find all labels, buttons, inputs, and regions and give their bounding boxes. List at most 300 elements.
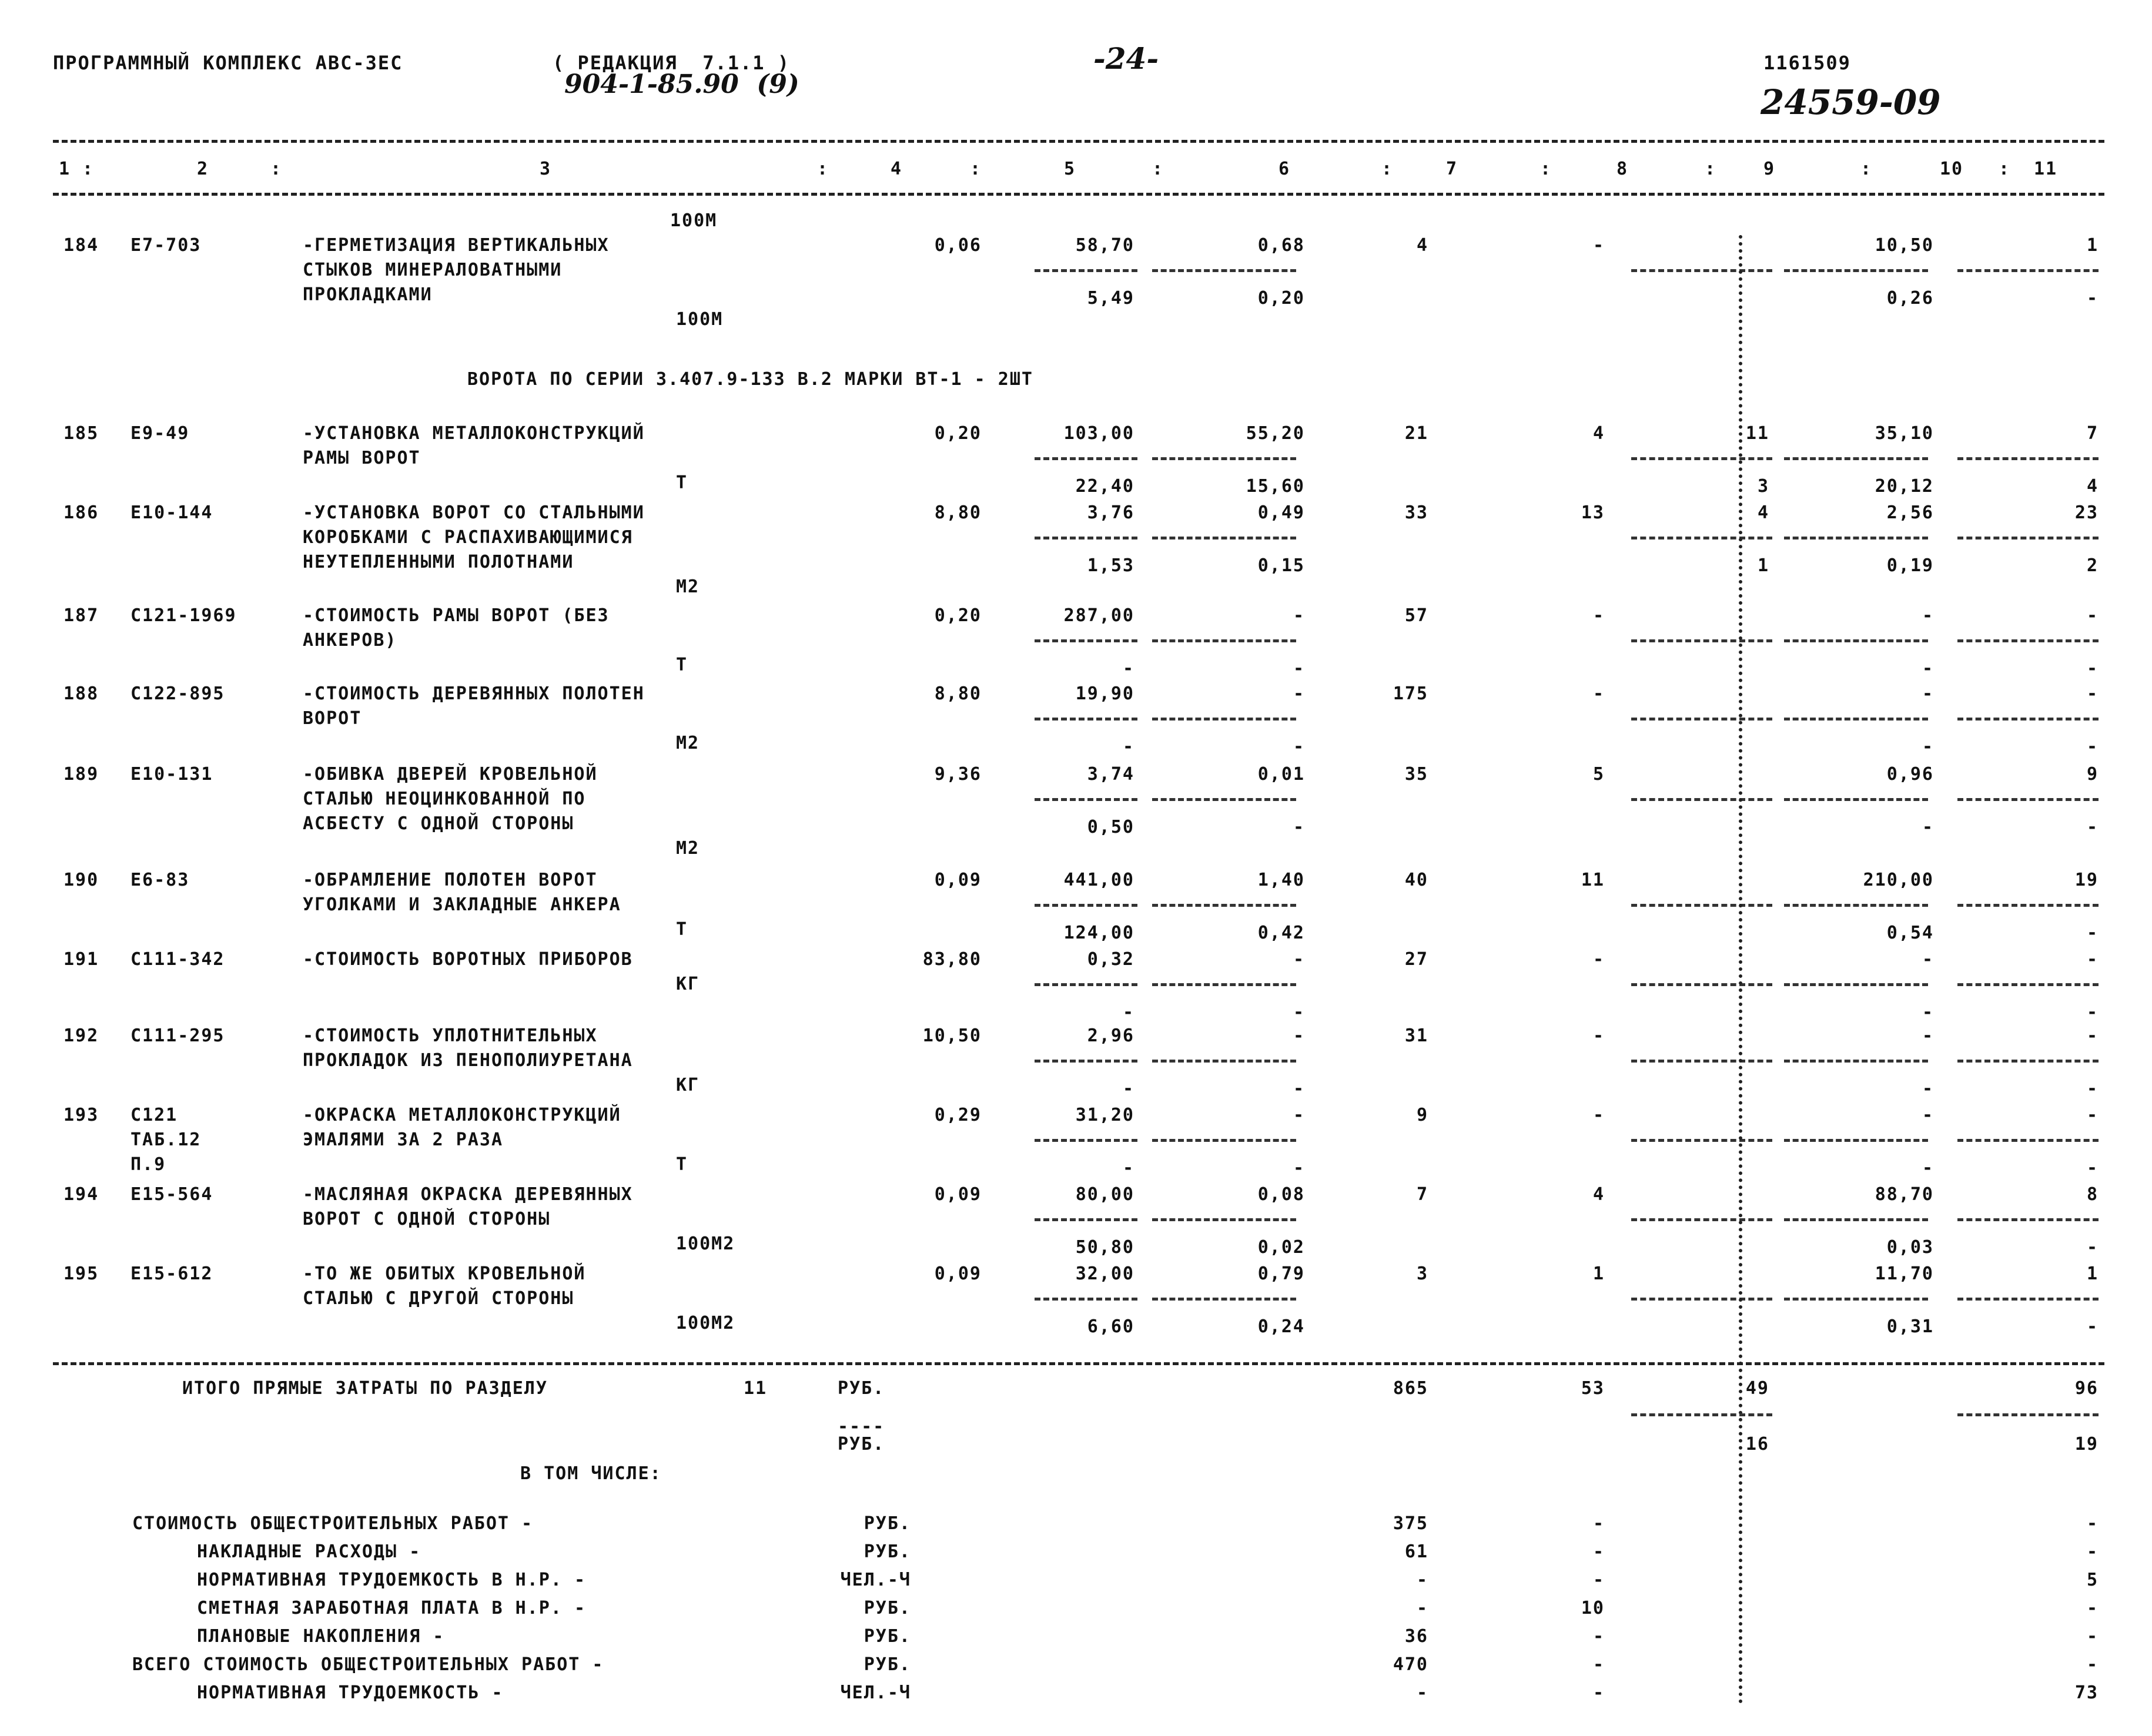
- row-c11b: -: [2086, 736, 2099, 757]
- column-header-2: 2: [197, 159, 209, 179]
- row-unit: КГ: [676, 974, 700, 994]
- row-machine-cost-wage: -: [1293, 1002, 1305, 1023]
- row-unit: Т: [676, 1154, 688, 1175]
- row-description-line: РАМЫ ВОРОТ: [303, 448, 421, 468]
- row-total-wage: -: [1592, 1105, 1605, 1125]
- row-machine-cost: 0,49: [1257, 502, 1305, 523]
- row-unit-cost: 0,32: [1087, 949, 1134, 970]
- row-c10: -: [1922, 683, 1934, 704]
- program-title: ПРОГРАММНЫЙ КОМПЛЕКС АВС-3ЕС: [53, 52, 403, 74]
- row-total-cost: 35: [1404, 764, 1428, 785]
- row-c5-sep: [1035, 798, 1137, 801]
- row-machine-cost: 0,68: [1257, 235, 1305, 256]
- row-c5-sep: [1035, 718, 1137, 720]
- row-quantity: 8,80: [934, 683, 982, 704]
- row-machine-cost: 55,20: [1246, 423, 1305, 444]
- summary-c8: -: [1592, 1626, 1605, 1647]
- row-c9-sep: [1631, 798, 1772, 801]
- summary-c11: -: [2086, 1598, 2099, 1618]
- row-c10b: 0,31: [1886, 1316, 1934, 1337]
- row-c9-sep: [1631, 1298, 1772, 1301]
- summary-c11: -: [2086, 1541, 2099, 1562]
- summary-unit: ЧЕЛ.-Ч: [840, 1570, 911, 1590]
- summary-c7: 61: [1404, 1541, 1428, 1562]
- row-total-cost: 3: [1416, 1264, 1428, 1284]
- row-c11b: -: [2086, 658, 2099, 679]
- row-total-cost: 4: [1416, 235, 1428, 256]
- row-c10-sep: [1784, 537, 1928, 539]
- row-description-line: -СТОИМОСТЬ ВОРОТНЫХ ПРИБОРОВ: [303, 949, 633, 970]
- row-description-line: НЕУТЕПЛЕННЫМИ ПОЛОТНАМИ: [303, 552, 574, 572]
- row-unit-cost-wage: -: [1122, 658, 1134, 679]
- row-c6-sep: [1152, 1218, 1296, 1221]
- row-description-line: -УСТАНОВКА МЕТАЛЛОКОНСТРУКЦИЙ: [303, 423, 645, 444]
- row-unit: М2: [676, 838, 700, 859]
- row-c10-sep: [1784, 1060, 1928, 1063]
- row-code: С121-1969: [130, 605, 237, 626]
- row-quantity: 0,09: [934, 1184, 982, 1205]
- handwritten-code: 904-1-85.90 (9): [564, 69, 799, 99]
- total-c11: 96: [2074, 1378, 2099, 1399]
- summary-c8: -: [1592, 1541, 1605, 1562]
- row-c5-sep: [1035, 1060, 1137, 1063]
- row-unit: КГ: [676, 1075, 700, 1095]
- row-unit-cost-wage: 124,00: [1063, 923, 1134, 943]
- row-unit-cost: 31,20: [1075, 1105, 1134, 1125]
- rule-top: [53, 140, 2104, 143]
- row-description-line: -УСТАНОВКА ВОРОТ СО СТАЛЬНЫМИ: [303, 502, 645, 523]
- row-c11: -: [2086, 949, 2099, 970]
- row-description-line: -СТОИМОСТЬ РАМЫ ВОРОТ (БЕЗ: [303, 605, 610, 626]
- row-c6-sep: [1152, 718, 1296, 720]
- row-c10: -: [1922, 605, 1934, 626]
- summary-unit: РУБ.: [864, 1626, 911, 1647]
- rule-total: [53, 1362, 2104, 1365]
- row-unit: Т: [676, 655, 688, 675]
- row-c11b: -: [2086, 1002, 2099, 1023]
- row-description-line: -ТО ЖЕ ОБИТЫХ КРОВЕЛЬНОЙ: [303, 1264, 586, 1284]
- row-c11-sep: [1957, 718, 2099, 720]
- row-c5-sep: [1035, 983, 1137, 986]
- row-unit-cost-wage: -: [1122, 1158, 1134, 1178]
- row-quantity: 83,80: [922, 949, 982, 970]
- row-description-line: АСБЕСТУ С ОДНОЙ СТОРОНЫ: [303, 813, 574, 834]
- row-description-line: -ГЕРМЕТИЗАЦИЯ ВЕРТИКАЛЬНЫХ: [303, 235, 610, 256]
- summary-label: ВСЕГО СТОИМОСТЬ ОБЩЕСТРОИТЕЛЬНЫХ РАБОТ -: [132, 1654, 604, 1675]
- row-number: 189: [63, 764, 99, 785]
- row-description-line: ВОРОТ С ОДНОЙ СТОРОНЫ: [303, 1209, 551, 1229]
- total-unit-dash: ----: [838, 1416, 885, 1437]
- row-total-wage: -: [1592, 949, 1605, 970]
- row-c11: 19: [2074, 870, 2099, 890]
- row-c5-sep: [1035, 1218, 1137, 1221]
- row-c10: 11,70: [1875, 1264, 1934, 1284]
- row-description-line: -ОКРАСКА МЕТАЛЛОКОНСТРУКЦИЙ: [303, 1105, 621, 1125]
- row-code: С121: [130, 1105, 178, 1125]
- row-unit-cost-wage: 22,40: [1075, 476, 1134, 497]
- row-c10b: 20,12: [1875, 476, 1934, 497]
- row-total-wage: -: [1592, 235, 1605, 256]
- row-machine-cost-wage: -: [1293, 658, 1305, 679]
- row-machine-cost-wage: 0,20: [1257, 288, 1305, 309]
- row-c5-sep: [1035, 904, 1137, 907]
- row-c9: 4: [1757, 502, 1769, 523]
- row-description-line: -СТОИМОСТЬ ДЕРЕВЯННЫХ ПОЛОТЕН: [303, 683, 645, 704]
- row-c6-sep: [1152, 1298, 1296, 1301]
- section-title: ВОРОТА ПО СЕРИИ 3.407.9-133 В.2 МАРКИ ВТ-1 - 2ШТ: [467, 369, 1033, 390]
- row-c10b: -: [1922, 817, 1934, 837]
- row-c9-sep: [1631, 639, 1772, 642]
- row-code: Е7-703: [130, 235, 202, 256]
- column-header-3: 3: [540, 159, 552, 179]
- summary-c7: 470: [1393, 1654, 1428, 1675]
- row-c6-sep: [1152, 983, 1296, 986]
- summary-c8: -: [1592, 1570, 1605, 1590]
- summary-c8: 10: [1581, 1598, 1605, 1618]
- row-machine-cost: 0,08: [1257, 1184, 1305, 1205]
- row-c11b: -: [2086, 923, 2099, 943]
- row-unit-cost: 103,00: [1063, 423, 1134, 444]
- row-description-line: ПРОКЛАДКАМИ: [303, 284, 433, 305]
- row-number: 192: [63, 1025, 99, 1046]
- row-quantity: 9,36: [934, 764, 982, 785]
- row-machine-cost-wage: 0,42: [1257, 923, 1305, 943]
- column-header-4: 4: [891, 159, 903, 179]
- column-header-sep-1: :: [82, 159, 95, 179]
- row-c10-sep: [1784, 1218, 1928, 1221]
- row-c11-sep: [1957, 1060, 2099, 1063]
- row-quantity: 8,80: [934, 502, 982, 523]
- row-c11-sep: [1957, 1139, 2099, 1142]
- row-unit-cost-wage: 1,53: [1087, 555, 1134, 576]
- row-code: Е10-131: [130, 764, 213, 785]
- page-number: -24-: [1093, 41, 1159, 76]
- row-unit-cost-wage: 50,80: [1075, 1237, 1134, 1258]
- row-c10: -: [1922, 949, 1934, 970]
- row-code: С111-295: [130, 1025, 225, 1046]
- row-c11-sep: [1957, 639, 2099, 642]
- summary-label: СТОИМОСТЬ ОБЩЕСТРОИТЕЛЬНЫХ РАБОТ -: [132, 1513, 534, 1534]
- total-c7: 865: [1393, 1378, 1428, 1399]
- row-unit-cost: 19,90: [1075, 683, 1134, 704]
- row-total-cost: 175: [1393, 683, 1428, 704]
- row-machine-cost: -: [1293, 1105, 1305, 1125]
- column-header-5: 5: [1064, 159, 1076, 179]
- row-c9b: 1: [1757, 555, 1769, 576]
- summary-c8: -: [1592, 1654, 1605, 1675]
- row-c9-sep: [1631, 718, 1772, 720]
- row-c10-sep: [1784, 718, 1928, 720]
- row-description-line: АНКЕРОВ): [303, 630, 397, 651]
- row-c11-sep: [1957, 798, 2099, 801]
- row-c9-sep: [1631, 1060, 1772, 1063]
- row-unit: М2: [676, 577, 700, 597]
- row-unit: 100М2: [676, 1313, 735, 1333]
- summary-c7: -: [1416, 1598, 1428, 1618]
- column-9-dotted-line: [1739, 235, 1742, 1704]
- total-c9: 49: [1745, 1378, 1769, 1399]
- row-machine-cost-wage: 15,60: [1246, 476, 1305, 497]
- row-number: 187: [63, 605, 99, 626]
- total-unit: РУБ.: [838, 1378, 885, 1399]
- row-unit: 100М2: [676, 1234, 735, 1254]
- row-quantity: 0,09: [934, 870, 982, 890]
- summary-unit: РУБ.: [864, 1541, 911, 1562]
- row-c10b: 0,26: [1886, 288, 1934, 309]
- row-c10-sep: [1784, 983, 1928, 986]
- row-c11: 23: [2074, 502, 2099, 523]
- row-machine-cost: -: [1293, 1025, 1305, 1046]
- row-c10b: -: [1922, 1078, 1934, 1099]
- column-header-sep-13: :: [1540, 159, 1552, 179]
- row-c9-sep: [1631, 1218, 1772, 1221]
- row-unit-cost: 287,00: [1063, 605, 1134, 626]
- row-quantity: 0,20: [934, 423, 982, 444]
- row-machine-cost-wage: -: [1293, 817, 1305, 837]
- row-number: 191: [63, 949, 99, 970]
- row-total-wage: 1: [1592, 1264, 1605, 1284]
- row-c9-sep: [1631, 457, 1772, 460]
- row-unit: М2: [676, 733, 700, 753]
- column-header-sep-3: :: [270, 159, 283, 179]
- row-c10: 0,96: [1886, 764, 1934, 785]
- row-c6-sep: [1152, 798, 1296, 801]
- summary-c11: -: [2086, 1513, 2099, 1534]
- row-c6-sep: [1152, 457, 1296, 460]
- row-c10: -: [1922, 1025, 1934, 1046]
- row-c10b: -: [1922, 736, 1934, 757]
- row-description-line: -ОБИВКА ДВЕРЕЙ КРОВЕЛЬНОЙ: [303, 764, 598, 785]
- row-c11-sep: [1957, 537, 2099, 539]
- row-c11b: 4: [2086, 476, 2099, 497]
- row-c11b: -: [2086, 288, 2099, 309]
- summary-c7: -: [1416, 1570, 1428, 1590]
- row-c10b: -: [1922, 658, 1934, 679]
- column-header-sep-9: :: [1152, 159, 1164, 179]
- row-machine-cost-wage: 0,24: [1257, 1316, 1305, 1337]
- row-number: 184: [63, 235, 99, 256]
- row-unit-cost: 2,96: [1087, 1025, 1134, 1046]
- row-total-wage: 4: [1592, 423, 1605, 444]
- row-unit-cost: 441,00: [1063, 870, 1134, 890]
- row-c10b: 0,03: [1886, 1237, 1934, 1258]
- row-machine-cost-wage: -: [1293, 1158, 1305, 1178]
- summary-c11: -: [2086, 1654, 2099, 1675]
- row-total-cost: 40: [1404, 870, 1428, 890]
- row-c11b: -: [2086, 1316, 2099, 1337]
- summary-c8: -: [1592, 1683, 1605, 1703]
- row-machine-cost: 0,01: [1257, 764, 1305, 785]
- row-c10: 35,10: [1875, 423, 1934, 444]
- row-c9b: 3: [1757, 476, 1769, 497]
- row-c10b: -: [1922, 1002, 1934, 1023]
- row-description-line: ПРОКЛАДОК ИЗ ПЕНОПОЛИУРЕТАНА: [303, 1050, 633, 1071]
- row-machine-cost: -: [1293, 683, 1305, 704]
- row-c10: 2,56: [1886, 502, 1934, 523]
- row-c11: 8: [2086, 1184, 2099, 1205]
- row-machine-cost: -: [1293, 949, 1305, 970]
- summary-label: НОРМАТИВНАЯ ТРУДОЕМКОСТЬ В Н.Р. -: [197, 1570, 587, 1590]
- summary-label: ПЛАНОВЫЕ НАКОПЛЕНИЯ -: [197, 1626, 445, 1647]
- row-unit-cost: 80,00: [1075, 1184, 1134, 1205]
- total-section: 11: [744, 1378, 768, 1399]
- row-c6-sep: [1152, 639, 1296, 642]
- row-total-cost: 9: [1416, 1105, 1428, 1125]
- row-unit: 100М: [676, 309, 724, 330]
- row-c10b: 0,19: [1886, 555, 1934, 576]
- row-code: С111-342: [130, 949, 225, 970]
- row-c9-sep: [1631, 537, 1772, 539]
- row-total-cost: 27: [1404, 949, 1428, 970]
- summary-label: СМЕТНАЯ ЗАРАБОТНАЯ ПЛАТА В Н.Р. -: [197, 1598, 587, 1618]
- row-c10: 10,50: [1875, 235, 1934, 256]
- row-total-cost: 7: [1416, 1184, 1428, 1205]
- row-total-wage: -: [1592, 605, 1605, 626]
- row-total-wage: 11: [1581, 870, 1605, 890]
- row-c11: -: [2086, 605, 2099, 626]
- summary-unit: ЧЕЛ.-Ч: [840, 1683, 911, 1703]
- summary-c8: -: [1592, 1513, 1605, 1534]
- total-unit-b: РУБ.: [838, 1434, 885, 1455]
- row-c6-sep: [1152, 537, 1296, 539]
- column-header-sep-11: :: [1381, 159, 1394, 179]
- row-c10b: -: [1922, 1158, 1934, 1178]
- column-header-sep-19: :: [1999, 159, 2011, 179]
- row-c5-sep: [1035, 1298, 1137, 1301]
- row-unit-cost-wage: -: [1122, 1078, 1134, 1099]
- row-total-cost: 57: [1404, 605, 1428, 626]
- including-label: В ТОМ ЧИСЛЕ:: [520, 1463, 662, 1484]
- row-c10-sep: [1784, 639, 1928, 642]
- column-header-6: 6: [1279, 159, 1291, 179]
- row-number: 190: [63, 870, 99, 890]
- row-c9-sep: [1631, 983, 1772, 986]
- row-description-line: КОРОБКАМИ С РАСПАХИВАЮЩИМИСЯ: [303, 527, 633, 548]
- row-description-line: ЭМАЛЯМИ ЗА 2 РАЗА: [303, 1130, 504, 1150]
- row-number: 185: [63, 423, 99, 444]
- column-header-sep-7: :: [970, 159, 982, 179]
- row-unit-cost: 3,76: [1087, 502, 1134, 523]
- row-c9: 11: [1745, 423, 1769, 444]
- row-c11: -: [2086, 683, 2099, 704]
- row-machine-cost-wage: -: [1293, 736, 1305, 757]
- row-c10: -: [1922, 1105, 1934, 1125]
- row-machine-cost: 0,79: [1257, 1264, 1305, 1284]
- row-description-line: -СТОИМОСТЬ УПЛОТНИТЕЛЬНЫХ: [303, 1025, 598, 1046]
- row-number: 186: [63, 502, 99, 523]
- column-header-11: 11: [2034, 159, 2058, 179]
- row-c10-sep: [1784, 798, 1928, 801]
- row-unit-cost: 32,00: [1075, 1264, 1134, 1284]
- row-c11: 1: [2086, 235, 2099, 256]
- row-c5-sep: [1035, 537, 1137, 539]
- row-quantity: 0,09: [934, 1264, 982, 1284]
- rule-header-bottom: [53, 193, 2104, 196]
- column-header-7: 7: [1446, 159, 1458, 179]
- column-header-8: 8: [1616, 159, 1629, 179]
- row-unit-cost-wage: 5,49: [1087, 288, 1134, 309]
- row-c6-sep: [1152, 904, 1296, 907]
- row-c5-sep: [1035, 1139, 1137, 1142]
- row-c11: 9: [2086, 764, 2099, 785]
- row-c6-sep: [1152, 1060, 1296, 1063]
- row-c5-sep: [1035, 639, 1137, 642]
- row-c11b: 2: [2086, 555, 2099, 576]
- row-c11-sep: [1957, 269, 2099, 272]
- row-quantity: 0,06: [934, 235, 982, 256]
- row-c9-sep: [1631, 904, 1772, 907]
- row-machine-cost-wage: 0,02: [1257, 1237, 1305, 1258]
- summary-c7: 36: [1404, 1626, 1428, 1647]
- row-total-cost: 33: [1404, 502, 1428, 523]
- summary-c7: -: [1416, 1683, 1428, 1703]
- row-c11b: -: [2086, 1078, 2099, 1099]
- row-c10-sep: [1784, 269, 1928, 272]
- row-c11-sep: [1957, 1218, 2099, 1221]
- row-number: 194: [63, 1184, 99, 1205]
- row-code-2: ТАБ.12: [130, 1130, 202, 1150]
- row-c11: -: [2086, 1025, 2099, 1046]
- row-code-3: П.9: [130, 1154, 166, 1175]
- row-c6-sep: [1152, 1139, 1296, 1142]
- handwritten-number: 24559-09: [1761, 82, 1941, 122]
- row-c10: 210,00: [1863, 870, 1934, 890]
- row-c11b: -: [2086, 1237, 2099, 1258]
- row-code: С122-895: [130, 683, 225, 704]
- row-machine-cost: 1,40: [1257, 870, 1305, 890]
- total-c8: 53: [1581, 1378, 1605, 1399]
- row-unit: Т: [676, 919, 688, 940]
- row-unit-cost-wage: 0,50: [1087, 817, 1134, 837]
- row-c10b: 0,54: [1886, 923, 1934, 943]
- row-c11: 7: [2086, 423, 2099, 444]
- summary-c11: 5: [2086, 1570, 2099, 1590]
- row-c11: 1: [2086, 1264, 2099, 1284]
- row-unit: Т: [676, 472, 688, 493]
- row-total-cost: 31: [1404, 1025, 1428, 1046]
- row-quantity: 0,20: [934, 605, 982, 626]
- row-unit-cost-wage: -: [1122, 1002, 1134, 1023]
- row-total-wage: 13: [1581, 502, 1605, 523]
- column-header-sep-5: :: [817, 159, 829, 179]
- summary-unit: РУБ.: [864, 1654, 911, 1675]
- row-unit-cost: 58,70: [1075, 235, 1134, 256]
- row-code: Е6-83: [130, 870, 190, 890]
- row-number: 188: [63, 683, 99, 704]
- row-c5-sep: [1035, 269, 1137, 272]
- row-code: Е10-144: [130, 502, 213, 523]
- total-label: ИТОГО ПРЯМЫЕ ЗАТРАТЫ ПО РАЗДЕЛУ: [182, 1378, 548, 1399]
- row-c6-sep: [1152, 269, 1296, 272]
- row-description-line: СТЫКОВ МИНЕРАЛОВАТНЫМИ: [303, 260, 563, 280]
- column-header-10: 10: [1940, 159, 1964, 179]
- row-code: Е15-612: [130, 1264, 213, 1284]
- edition: ( РЕДАКЦИЯ 7.1.1 ): [553, 52, 791, 74]
- row-unit-top: 100М: [670, 210, 718, 231]
- row-c11b: -: [2086, 1158, 2099, 1178]
- summary-unit: РУБ.: [864, 1598, 911, 1618]
- summary-c11: 73: [2074, 1683, 2099, 1703]
- row-quantity: 10,50: [922, 1025, 982, 1046]
- row-c9-sep: [1631, 1139, 1772, 1142]
- row-machine-cost-wage: -: [1293, 1078, 1305, 1099]
- row-c5-sep: [1035, 457, 1137, 460]
- row-c10-sep: [1784, 1139, 1928, 1142]
- row-c11-sep: [1957, 1298, 2099, 1301]
- row-description-line: -ОБРАМЛЕНИЕ ПОЛОТЕН ВОРОТ: [303, 870, 598, 890]
- row-code: Е9-49: [130, 423, 190, 444]
- row-unit-cost-wage: -: [1122, 736, 1134, 757]
